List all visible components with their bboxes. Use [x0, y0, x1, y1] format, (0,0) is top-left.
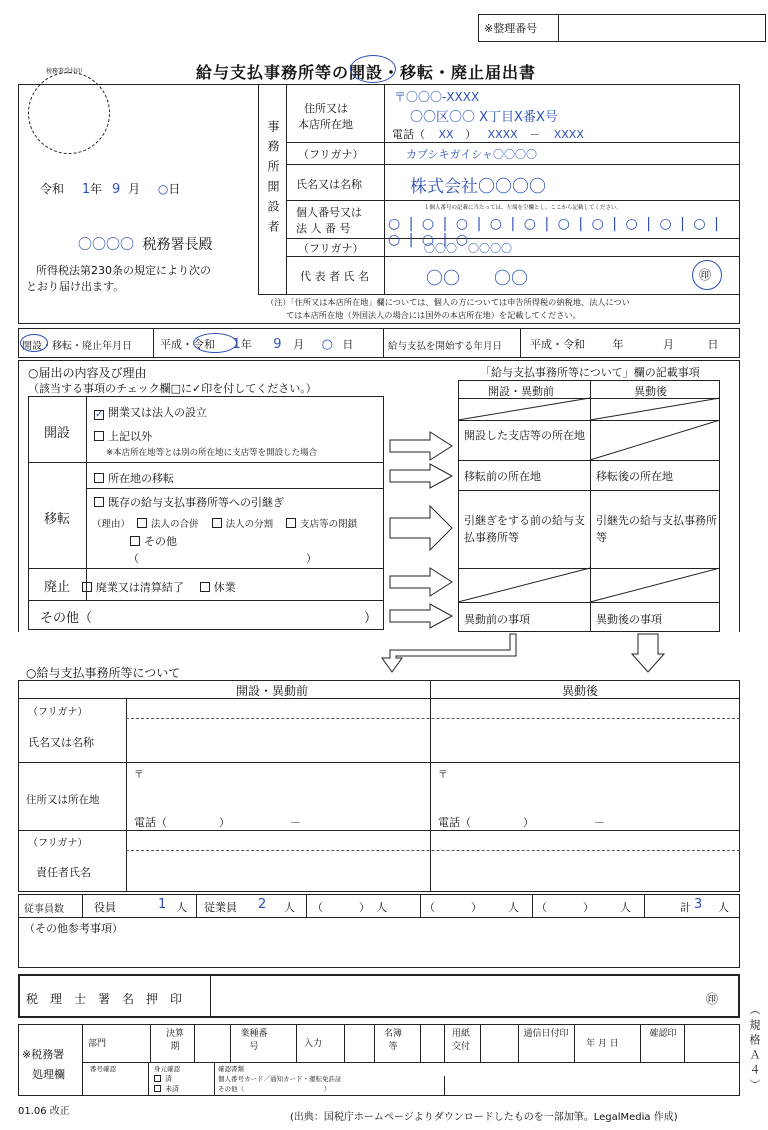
date-row-kaisetsu-circle: [20, 334, 48, 352]
right-table-heading: 「給与支払事務所等について」欄の記載事項: [480, 366, 700, 379]
name-label: 氏名又は名称: [296, 178, 362, 191]
kaisetsu-option-1[interactable]: [94, 404, 207, 420]
reason-sub: （該当する事項のチェック欄□に✓印を付してください。）: [28, 382, 317, 395]
form-title: 給与支払事務所等の開設・移転・廃止届出書: [196, 63, 537, 82]
date-day-circle-icon: ○: [157, 182, 169, 196]
down-arrows: [360, 632, 690, 674]
stamp-label: 税務署受付印: [46, 68, 83, 75]
number-label-2: 法 人 番 号: [296, 222, 351, 235]
side-label: （規格Ａ４）: [748, 1004, 761, 1094]
kakunin-label: 確認印: [649, 1029, 677, 1039]
tel-2: XXXX: [487, 128, 518, 141]
postal-code: 〒〇〇〇-XXXX: [394, 90, 480, 104]
iten-reason-checkbox-1[interactable]: [137, 518, 147, 528]
office-use-label-2: 処理欄: [32, 1068, 65, 1081]
office-tel-after: [438, 814, 605, 830]
kaisetsu-option-1-label: 開業又は法人の設立: [108, 406, 207, 419]
number-label-1: 個人番号又は: [296, 206, 362, 219]
address-label-2: 本店所在地: [298, 118, 353, 131]
paren-2: （ ） 人: [424, 901, 519, 914]
total-unit: 人: [718, 901, 729, 914]
applicant-vertical-label: 事務所開設者: [266, 120, 280, 240]
office-use-label-1: ※税務署: [22, 1048, 65, 1061]
right-r2-before: 開設した支店等の所在地: [464, 429, 585, 442]
address-value: 〇〇区〇〇 X丁目X番X号: [410, 110, 558, 125]
other-row: [40, 607, 92, 626]
iten-reason-4: その他: [144, 535, 177, 548]
start-label: 給与支払を開始する年月日: [388, 341, 503, 352]
total-count: 3: [694, 897, 703, 912]
number-note: １個人番号の記載に当たっては、左端を空欄とし、ここから記載してください。: [424, 205, 623, 211]
officer-count: 1: [158, 897, 167, 912]
haishi-row: [44, 576, 236, 595]
shorui-detail: 個人番号カード／通知カード・運転免許証: [218, 1075, 342, 1083]
officer-unit: 人: [176, 901, 187, 914]
iten-option-1-label: 所在地の移転: [108, 472, 174, 485]
rep-furigana: 〇〇〇 〇〇〇〇: [424, 242, 512, 255]
start-month: 月: [663, 338, 674, 351]
iten-reason-row: [92, 516, 357, 530]
applicant-section: [18, 84, 740, 324]
iten-option-2[interactable]: [94, 494, 284, 510]
date-row-month-suffix: 月: [293, 338, 305, 351]
total-label: 計: [680, 901, 691, 914]
rep-furigana-label: （フリガナ）: [298, 242, 364, 255]
iten-checkbox-2[interactable]: [94, 497, 104, 507]
arrows: [386, 420, 458, 630]
ymd-label: 年 月 日: [586, 1039, 619, 1049]
haishi-checkbox-2[interactable]: [200, 582, 210, 592]
iten-paren-close: ）: [306, 552, 317, 565]
haishi-checkbox-1[interactable]: [82, 582, 92, 592]
bango-kakunin-label: 番号確認: [90, 1065, 116, 1073]
start-year: 年: [612, 338, 624, 351]
law-text-1: 所得税法第230条の規定により次の: [36, 264, 211, 277]
reiwa-circle: [193, 333, 237, 353]
footer-version: 01.06 改正: [18, 1106, 70, 1117]
office-address-label: 住所又は所在地: [26, 794, 100, 806]
number-boxes: [388, 214, 738, 248]
employees-label: 従事員数: [24, 904, 64, 915]
employee-unit: 人: [284, 901, 295, 914]
name-furigana: カブシキガイシャ〇〇〇〇: [406, 148, 538, 161]
tax-accountant-seal: ㊞: [706, 992, 719, 1006]
paren-1: （ ） 人: [312, 901, 387, 914]
date-row-year: 1: [232, 337, 241, 352]
note-1: （注）「住所又は本店所在地」欄については、個人の方については申告所得税の納税地、法人につい: [266, 297, 630, 307]
office-tel-before-label: 電話（: [134, 816, 167, 829]
kaisetsu-circle: [350, 55, 396, 83]
law-text-2: とおり届け出ます。: [26, 280, 125, 293]
tax-accountant-label: 税 理 士 署 名 押 印: [26, 992, 183, 1006]
officer-label: 役員: [94, 901, 116, 914]
kaisetsu-option-2-label: 上記以外: [108, 430, 152, 443]
tel-sep: ）: [465, 128, 477, 141]
haishi-option-2: 休業: [213, 581, 236, 594]
date-day-suffix: 日: [168, 182, 181, 196]
nyuryoku-label: 入力: [304, 1039, 323, 1049]
right-r3-after: 移転後の所在地: [596, 470, 673, 483]
date-row-month: 9: [273, 337, 282, 352]
office-col-after: 異動後: [562, 684, 599, 698]
date-year-suffix: 年: [90, 182, 103, 196]
kaisetsu-note: ※本店所在地等とは別の所在地に支店等を開設した場合: [106, 448, 318, 458]
office-use-box: [18, 1024, 740, 1096]
iten-reason-label: （理由）: [92, 519, 131, 530]
date-row-label: 開設・移転・廃止年月日: [22, 341, 132, 352]
right-r3-before: 移転前の所在地: [464, 470, 541, 483]
rep-seal: ㊞: [699, 268, 712, 282]
date-month: 9: [111, 182, 121, 197]
office-manager-label: 責任者氏名: [36, 866, 91, 879]
report-date: [40, 180, 180, 197]
start-date: [530, 336, 719, 352]
right-r6-before: 異動前の事項: [464, 613, 530, 626]
haishi-option-1: 廃業又は清算結了: [95, 581, 184, 594]
tsushin-label: 通信日付印: [523, 1029, 569, 1039]
other-reference-box: [18, 918, 740, 968]
date-row-day-suffix: 日: [342, 338, 354, 351]
rep-label: 代 表 者 氏 名: [300, 270, 369, 283]
gyoshu-label: 業種番号: [240, 1029, 268, 1052]
office-furigana-2: （フリガナ）: [28, 838, 88, 849]
iten-checkbox-1[interactable]: [94, 473, 104, 483]
right-col-after: 異動後: [634, 385, 667, 398]
date-row-day-circle-icon: ○: [321, 337, 333, 352]
furigana-label: （フリガナ）: [298, 148, 364, 161]
tel-3: XXXX: [553, 128, 584, 141]
date-row-values: [160, 336, 353, 352]
employee-count: 2: [258, 897, 267, 912]
right-r6-after: 異動後の事項: [596, 613, 662, 626]
other-label: その他（: [40, 611, 93, 626]
number-digits: ○|○|○|○|○|○|○|○|○|○|○|○|○: [388, 216, 728, 248]
date-era: 令和: [40, 182, 65, 196]
iten-reason-checkbox-2[interactable]: [212, 518, 222, 528]
office-postal-before: 〒: [134, 770, 144, 781]
tax-office-suffix: 税務署長殿: [142, 237, 213, 253]
paren-3: （ ） 人: [536, 901, 631, 914]
iten-reason-checkbox-4[interactable]: [130, 536, 140, 546]
office-name-label: 氏名又は名称: [28, 736, 94, 749]
tel-dash: －: [529, 128, 541, 141]
right-table-slashes: [458, 380, 720, 632]
office-tel-after-close: ）: [523, 816, 534, 829]
kaisetsu-checkbox-2[interactable]: [94, 431, 104, 441]
mizumi-label: 未済: [154, 1084, 179, 1094]
office-tel-after-dash: －: [594, 816, 605, 829]
tel-1: XX: [438, 128, 454, 141]
right-r4-before: 引継ぎをする前の給与支払事務所等: [464, 514, 585, 544]
kaisetsu-option-2[interactable]: [94, 428, 152, 444]
shorui-label: 確認書類: [218, 1065, 244, 1073]
bumon-label: 部門: [88, 1039, 107, 1049]
tax-office-name: 〇〇〇〇: [78, 237, 134, 253]
start-era: 平成・令和: [530, 338, 585, 351]
kaisetsu-checkbox-1[interactable]: ✓: [95, 409, 104, 420]
kessan-label: 決算期: [165, 1029, 184, 1052]
mimoto-label: 身元確認: [154, 1065, 180, 1073]
iten-reason-4-row[interactable]: [130, 533, 177, 549]
footer-source: (出典：国税庁ホームページよりダウンロードしたものを一部加筆。LegalMedia 作成): [290, 1112, 678, 1123]
date-row-era: 平成・令和: [160, 338, 215, 351]
seiri-number-label: ※整理番号: [484, 22, 538, 35]
right-col-before: 開設・異動前: [488, 385, 554, 398]
shorui-sonota: その他（ ）: [218, 1085, 331, 1093]
office-heading: ○給与支払事務所等について: [26, 666, 181, 680]
iten-option-1[interactable]: [94, 470, 174, 486]
date-year: 1: [81, 182, 91, 197]
phone-row: [392, 126, 584, 142]
employee-label: 従業員: [204, 901, 237, 914]
reason-heading: ○届出の内容及び理由: [28, 366, 147, 380]
date-month-suffix: 月: [128, 182, 141, 196]
office-postal-after: 〒: [438, 770, 448, 781]
yoshi-label: 用紙交付: [451, 1029, 470, 1052]
company-name: 株式会社〇〇〇〇: [410, 177, 546, 197]
date-row-year-suffix: 年: [240, 338, 252, 351]
note-2: ては本店所在地（外国法人の場合には国外の本店所在地）を記載してください。: [286, 310, 581, 320]
iten-reason-checkbox-3[interactable]: [286, 518, 296, 528]
office-tel-before: [134, 814, 301, 830]
rep-name: 〇〇 〇〇: [426, 269, 528, 289]
iten-paren-open: （: [128, 552, 139, 565]
iten-reason-1: 法人の合併: [151, 519, 199, 530]
iten-option-2-label: 既存の給与支払事務所等への引継ぎ: [108, 496, 284, 509]
other-close: ）: [364, 611, 378, 626]
zumi-label: 済: [154, 1074, 172, 1084]
office-tel-before-close: ）: [219, 816, 230, 829]
office-tel-after-label: 電話（: [438, 816, 471, 829]
address-label-1: 住所又は: [304, 102, 348, 115]
meibo-label: 名簿等: [383, 1029, 402, 1052]
tel-label: 電話（: [392, 128, 425, 141]
iten-reason-2: 法人の分割: [225, 519, 274, 530]
office-furigana: （フリガナ）: [28, 707, 88, 718]
start-day: 日: [707, 338, 719, 351]
iten-label: 移転: [44, 512, 71, 527]
iten-reason-3: 支店等の閉鎖: [300, 519, 358, 530]
other-reference-label: （その他参考事項）: [24, 922, 123, 935]
office-tel-before-dash: －: [290, 816, 301, 829]
haishi-label: 廃止: [44, 580, 71, 595]
right-r4-after: 引継先の給与支払事務所等: [596, 514, 717, 544]
office-col-before: 開設・異動前: [236, 684, 309, 698]
tax-office: [78, 234, 212, 254]
kaisetsu-label: 開設: [44, 426, 71, 441]
